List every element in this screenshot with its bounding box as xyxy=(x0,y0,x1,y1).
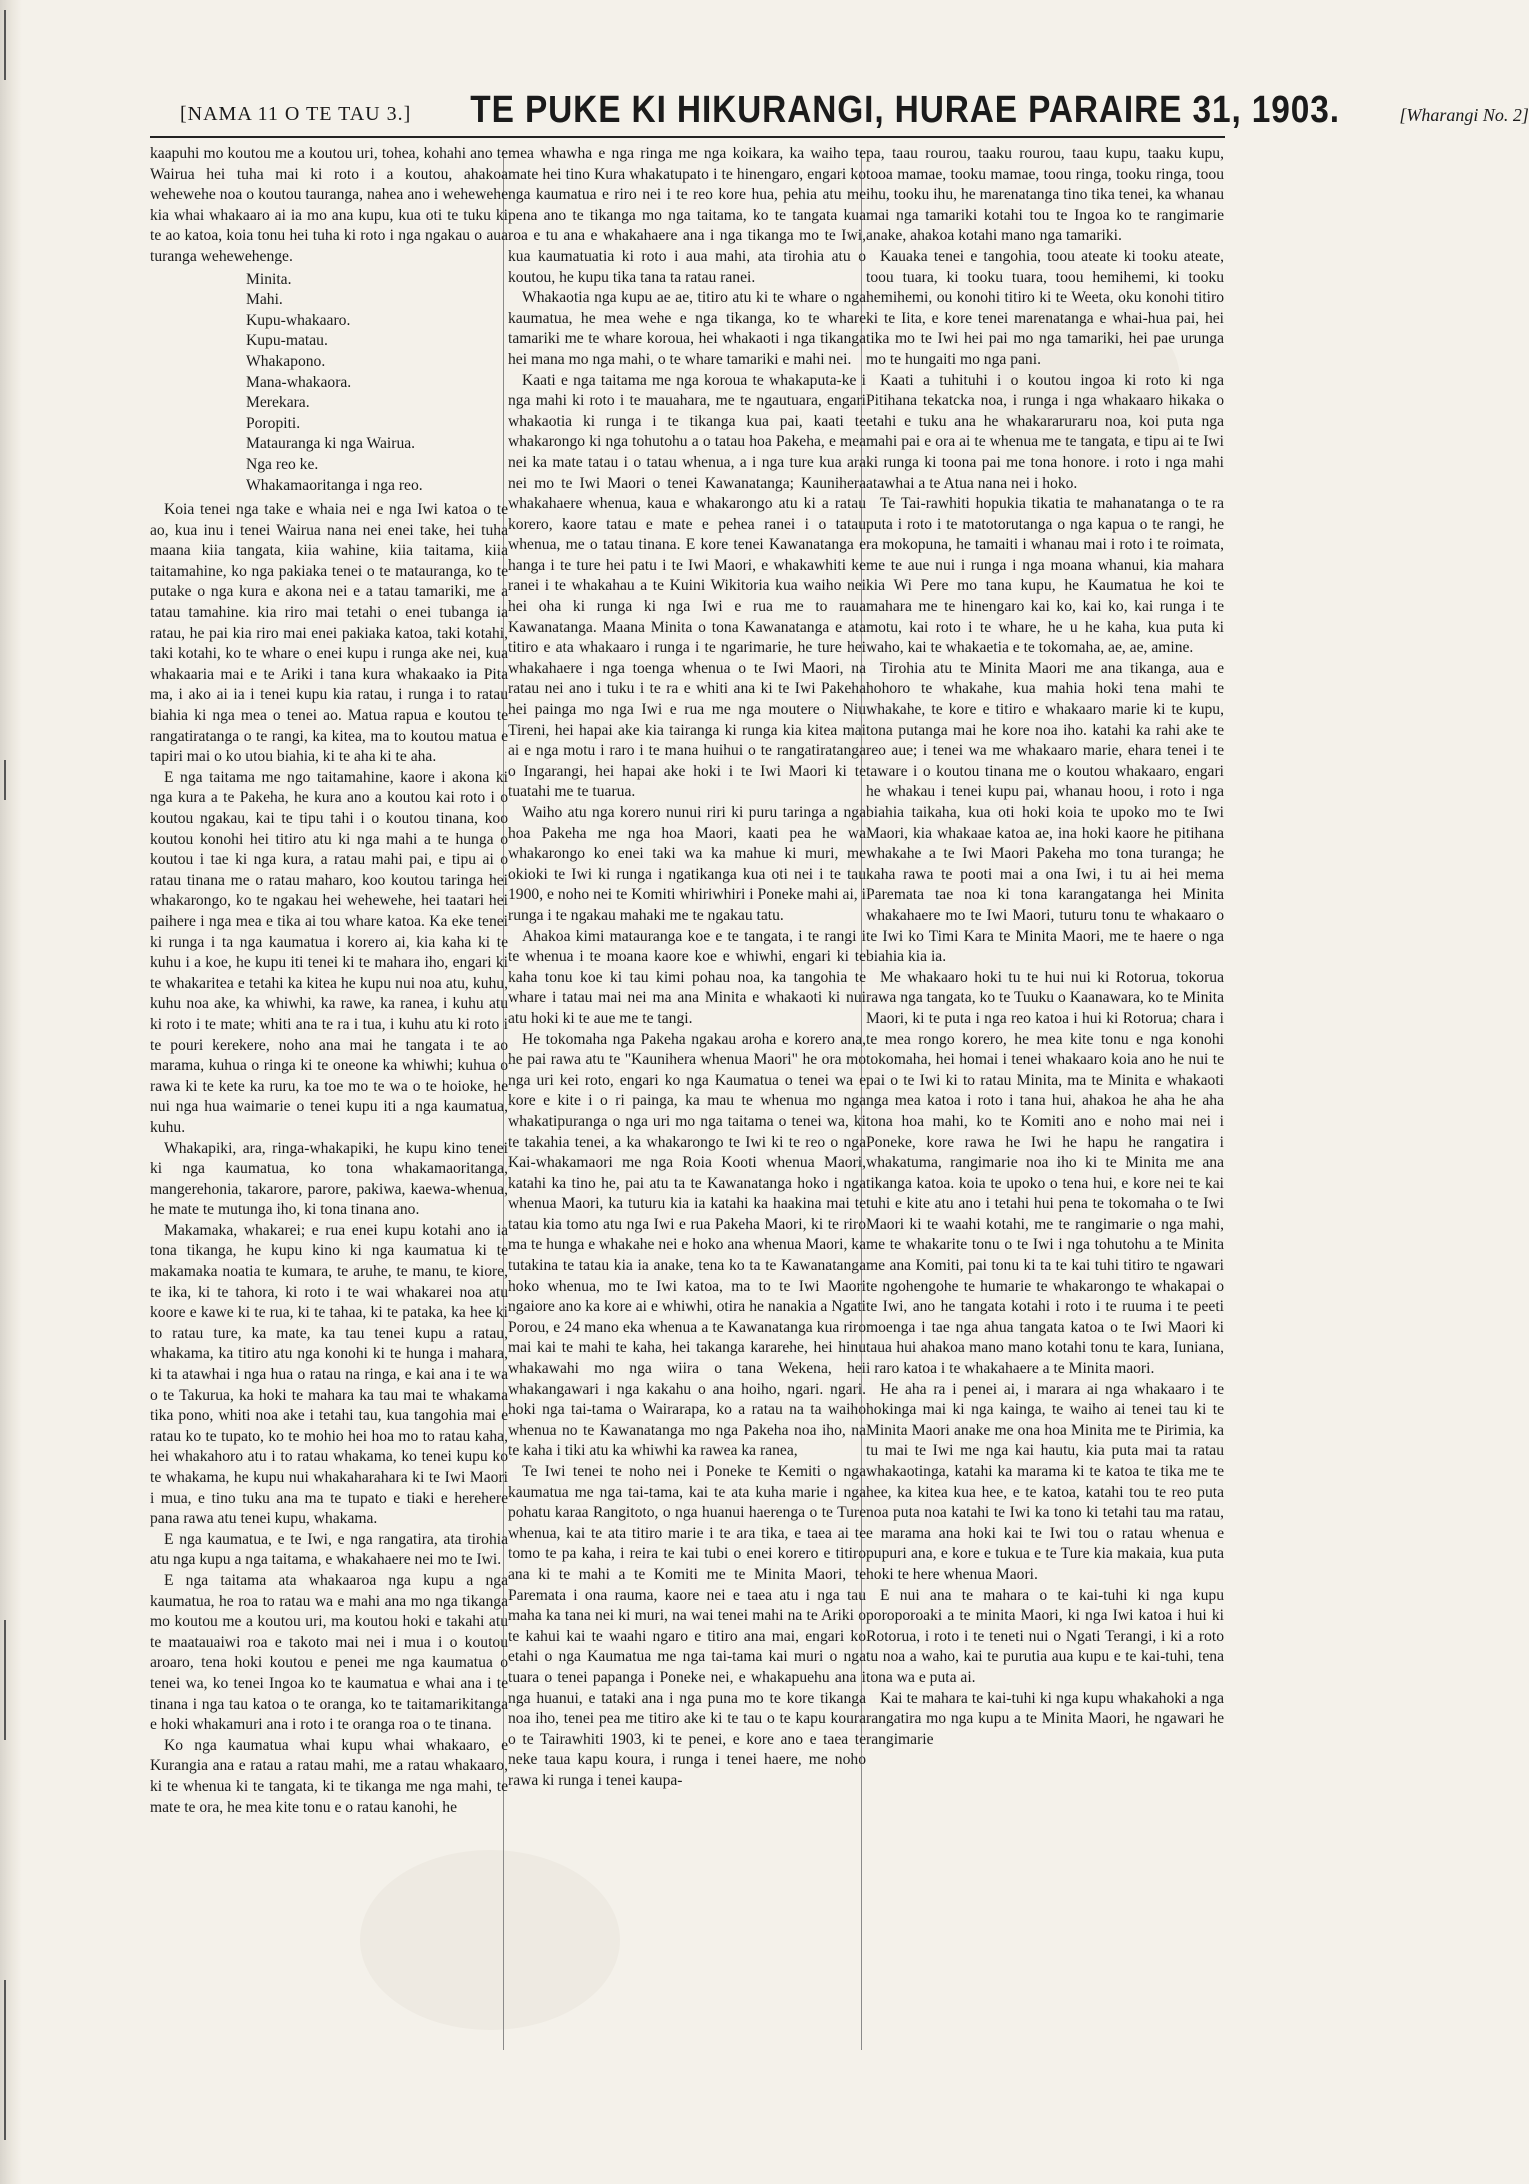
paragraph: Me whakaaro hoki tu te hui nui ki Rotorua, tokorua rawa nga tangata, ko te Tuuku o Kaanawara, ko te Minita Maori, ki te puta i nga reo katoa i hui ki Rotorua; chara i te mea rongo korero, he mea kite tonu e nga konohi tokomaha, hei homai i tenei whakaaro koia ano he nui te pai o te Iwi ki to ratau Minita, ma te Minita e whakaoti nga mea katoa i roto i tana hui, ahakoa he aha he aha tona hoa mahi, ko te Komiti ano e noho mai nei i Poneke, kore rawa he Iwi he hapu he rangatira i whakatuma, rangimarie noa iho ki te Minita me ana tikanga katoa. koia te upoko o tena hui, e kore nei te kai tuhi e kite atu ano i tetahi hui pena te tokomaha o te Iwi Maori ki te waahi kotahi, me te rangimarie o nga mahi, me te whakarite tonu o te Iwi i nga tohutohu a te Minita me ana Komiti, pai tonu ki ta te kai tuhi titiro te ngawari te ngohengohe te humarie te whakarongo te whakapai o te Iwi, ano he tangata kotahi i roto i te ruuma i te peeti moenga i tae nga ahua tangata katoa o te Iwi Maori ki taua hui ahakoa mano mano kotahi tonu te kara, Iuniana, i raro katoa i te whakahaere a te Minita maori. xyxy=(866,968,1224,1378)
paragraph: pa, taau rourou, taaku rourou, taau kupu, taaku kupu, tooa mamae, tooku mamae, toou ringa, tooku ringa, toou ihu, tooku ihu, he marenatanga tino tika tenei, ka whanau mai nga tamariki kotahi tou te Ingoa ko te rangimarie anake, ahakoa kotahi mano nga tamariki. xyxy=(866,145,1224,245)
paragraph: Tirohia atu te Minita Maori me ana tikanga, aua e hohoro te whakahe, kua mahia hoki tena mahi te whakahe, te kore e titiro e whakaaro marie ki te kupu, tona putanga mai he kore noa iho. katahi ka rahi ake te reo aue; i tenei wa me whakaaro marie, ehara tenei i te taware i o koutou tinana me o koutou whakaaro, engari he whakau i tenei kupu pai, whanau hoou, i roto i nga biahia taikaha, kua oti hoki koia te upoko mo te Iwi Maori, kia whakaae katoa ae, ina hoki kaore he pitihana whakahe a te Iwi Maori Pakeha mo tona turanga; he kaha rawa te pooti mai a ona Iwi, i tu ai hei mema Paremata tae noa ki tona karangatanga hei Minita whakahaere mo te Iwi Maori, tuturu tonu te whakaaro o te Iwi ko Timi Kara te Minita Maori, me te haere o nga biahia kia ia. xyxy=(866,659,1224,966)
list-item: Kupu-whakaaro. xyxy=(246,311,351,329)
paragraph: E nga taitama ata whakaaroa nga kupu a nga kaumatua, he roa to ratau wa e mahi ana mo nga tikanga mo koutou me a koutou uri, ma koutou hoki e takahi atu te maatauaiwi roa e takoto mai nei i mua i o koutou aroaro, tena hoki koutou e penei me nga kaumatua o tenei wa, ko tenei Ingoa ko te kaumatua e whai ana i te tinana i nga tau katoa o te oranga, ko te taitamarikitanga e hoki whakamuri ana i roto i te oranga roa o te tinana. xyxy=(150,1571,508,1734)
paragraph: He aha ra i penei ai, i marara ai nga whakaaro i te hokinga mai ki nga kainga, te waiho ai tenei tau ki te Minita Maori anake me ona hoa Minita me te Pirimia, ka tu mai te Iwi me nga kai hautu, kia puta mai ta ratau whakaotinga, katahi ka marama ki te katoa te tika me te hee, ka kitea kua hee, e te katoa, katahi tou te reo puta noa puta noa katahi te Iwi ka tono ki tetahi tau ma ratau, e marama ana hoki kai te Iwi tou o ratau whenua e pupuri ana, e kore e tukua e te Ture kia makaia, kua puta hoki te here whenua Maori. xyxy=(866,1380,1224,1583)
newspaper-title: TE PUKE KI HIKURANGI, HURAE PARAIRE 31, 1903. xyxy=(470,89,1341,131)
paragraph: Koia tenei nga take e whaia nei e nga Iwi katoa o te ao, kua inu i tenei Wairua nana nei enei take, hei tuha maana kiia tangata, kiia wahine, kiia taitama, kiia taitamahine, ko nga pakiaka tenei o te matauranga, ko te putake o nga kura e akona nei e a tatau tamariki, me a tatau tamahine. kia riro mai tetahi o enei tubanga ia ratau, he pai kia riro mai enei pakiaka katoa, taki kotahi, taki kotahi, ko te whare o enei kupu i runga ake nei, kua whakaaria mai e te Ariki i tana kura whakaako ia Pita ma, i ako ai ia i tenei kupu kia ratau, i runga i to ratau biahia ki nga mea o tenei ao. Matua rapua e koutou te rangatiratanga o te rangi, ka kitea, ma to koutou matua e tapiri mai o ko utou biahia, ki te aha ki te aha. xyxy=(150,501,508,766)
list-item: Kupu-matau. xyxy=(246,332,328,350)
paragraph: Kaati e nga taitama me nga koroua te whakaputa-ke i nga mahi ki roto i te mauahara, me te ngautuara, engari whakaotia ki runga i te tikanga kua pai, kaati te whakarongo ki nga tohutohu a o tatau hoa Pakeha, e mea nei ka mate tatau i o tatau whenua, a i nga ture kua ara nei mo te Iwi Maori o tenei Kawanatanga; Kaunihera whakahaere whenua, kaua e whakarongo atu ki a ratau korero, kaore tatau e mate e pehea ranei i o tatau whenua, me o tatau tinana. E kore tenei Kawanatanga e hanga i te ture hei patu i te Iwi Maori, e whakawhiti ke ranei i te whakahau a te Kuini Wikitoria kua waiho nei hei oha ki runga ki nga Iwi e rua me to raua Kawanatanga. Maana Minita o tona Kawanatanga e ata titiro e ata whakaaro i runga i te ngarimarie, he ture hei whakahaere i nga toenga whenua o te Iwi Maori, na ratau nei ano i tuku i te ra e whiti ana ki te Iwi Pakeha hei painga mo nga Iwi e rua me nga moutere o Niu Tireni, hei hapai ake kia tairanga ki runga kia kitea mai ai e nga motu i raro i te mana huihui o te rangatiratanga o Ingarangi, hei hapai ake hoki i te Iwi Maori ki te tuatahi me te tuarua. xyxy=(508,371,866,801)
header-rule xyxy=(150,136,1225,138)
edge-mark xyxy=(4,1620,16,1740)
list-item: Mahi. xyxy=(246,291,283,309)
page-number: [Wharangi No. 2] xyxy=(1399,105,1529,125)
list-item: Whakamaoritanga i nga reo. xyxy=(246,476,423,494)
list-item: Poropiti. xyxy=(246,414,301,432)
paragraph: mea whawha e nga ringa me nga koikara, ka waiho te mate hei tino Kura whakatupato i te hinengaro, engari ko nga kaumatua e riro nei i te reo kore hua, pehia atu me pena ano te tikanga mo nga taitama, ko te tangata kua roa e tu ana e whakahaere ana i nga tikanga mo te Iwi, kua kaumatuatia ki roto i aua mahi, ata tirohia atu o koutou, he kupu tika tana ta ratau ranei. xyxy=(508,145,866,286)
list-item: Minita. xyxy=(246,270,292,288)
paragraph: Te Tai-rawhiti hopukia tikatia te mahanatanga o te ra puta i roto i te matotorutanga o nga kapua o te rangi, he ra mokopuna, he tamaiti i whanau mai i roto i te roimata, me te aue nui i runga i nga moana whanui, kia mahara kia Wi Pere mo tana kupu, he Kaumatua he koi te mahara me te hinengaro kai ko, kai ko, kai runga i te motu, kai roto i te whare, he u he kaha, kua puta ki waho, kai te whakaetia e te tokomaha, ae, ae, amine. xyxy=(866,495,1224,657)
page-edge xyxy=(0,0,22,2184)
gifts-list xyxy=(246,270,508,497)
column-2 xyxy=(508,144,866,2064)
list-item: Merekara. xyxy=(246,394,310,412)
paragraph: E nui ana te mahara o te kai-tuhi ki nga kupu poroporoaki a te minita Maori, ki nga Iwi katoa i hui ki Rotorua, i roto i te teneti nui o Ngati Terangi, i ki a roto tu noa a waho, kai te purutia aua kupu e te kai-tuhi, tena tona wa e puta ai. xyxy=(866,1586,1224,1686)
paragraph: Kai te mahara te kai-tuhi ki nga kupu whakahoki a nga rangatira mo nga kupu a te Minita Maori, he ngawari he rangimarie xyxy=(866,1689,1224,1748)
paragraph: Kaati a tuhituhi i o koutou ingoa ki roto ki nga Pitihana tekatcka noa, i runga i nga whakaaro hikaka o etahi e tuku ana he whakararuraru noa, koi puta nga mahi pai e ora ai te whenua me te tangata, e tipu ai te Iwi ki runga ki toona pai me tona honore. i roto i nga mahi atawhai a te Atua nana nei i hoko. xyxy=(866,371,1224,492)
list-item: Matauranga ki nga Wairua. xyxy=(246,435,416,453)
paragraph: Ko nga kaumatua whai kupu whai whakaaro, e Kurangia ana e ratau a ratau mahi, me a ratau whakaaro, ki te whenua ki te tangata, ki te tikanga me nga mahi, te mate te ora, he mea kite tonu e o ratau kanohi, he xyxy=(150,1736,508,1816)
paragraph: He tokomaha nga Pakeha ngakau aroha e korero ana, he pai rawa atu te "Kaunihera whenua Maori" he ora mo nga uri kei roto, engari ko nga Kaumatua o tenei wa e kore e kite i o ri painga, ka mau te whenua mo nga whakatipuranga o nga uri mo nga taitama o tenei wa, ki te takahia tenei, a ka whakarongo te Iwi ki te reo o nga Kai-whakamaori me nga Roia Kooti whenua Maori, katahi ka tino he, pai atu ta te Kawanatanga hoko i nga whenua Maori, ka tuturu kia ia katahi ka haakina mai te tatau kia tomo atu nga Iwi e rua Pakeha Maori, ki te riro ma te hunga e whakahe nei e hoko ana whenua Maori, ka tutakina te tatau kia ia anake, tena ko ta te Kawanatanga hoko whenua, mo te Iwi katoa, ma to te Iwi Maori ngaiore ano ka kore ai e whiwhi, otira he nanakia a Ngati Porou, e 24 mano eka whenua a te Kawanatanga kua riro mai kai te mahi te kaha, hei takanga kararehe, hei hinu whakawahi mo nga wiira o tana Wekena, hei whakangawari i nga kakahu o ana hoiho, ngari. ngari. hoki nga tai-tama o Wairarapa, ko a ratau na ta waiho whenua no te Kawanatanga mo nga Pakeha noa iho, na te kaha i tiki atu ka whiwhi ka rawea ka ranea, xyxy=(508,1030,866,1460)
paragraph: Te Iwi tenei te noho nei i Poneke te Kemiti o nga kaumatua me nga tai-tama, kai te ata kuha marie i nga pohatu karaa Rangitoto, o nga huanui haerenga o te Ture whenua, kai te ata titiro marie i te ara tika, e taea ai te tomo te pa kaha, i reira te kai tubi o enei korero e titiro ana ki te mahi a te Komiti me te Minita Maori, te Paremata i ona rauma, kaore nei e taea atu i nga tau maha ka tana nei ki muri, na wai tenei mahi na te Ariki o te kahui kai te waahi ngaro e titiro ana mai, engari ko etahi o nga Kaumatua me nga tai-tama kai muri o nga tuara o tenei papanga i Poneke nei, e whakapuehu ana i nga huanui, e tataki ana i nga puna mo te kore tikanga noa iho, tenei pea me titiro ake ki te tau o te kapu koura o te Tairawhiti 1903, ki te penei, e kore ano e taea te neke taua kapu koura, i runga i tenei haere, me noho rawa ki runga i tenei kaupa- xyxy=(508,1463,866,1789)
list-item: Nga reo ke. xyxy=(246,455,319,473)
paragraph: Whakapiki, ara, ringa-whakapiki, he kupu kino tenei ki nga kaumatua, ko tona whakamaoritanga, mangerehonia, takarore, parore, pakiwa, kaewa-whenua, he mate te mutunga iho, ki tona tinana ano. xyxy=(150,1139,508,1219)
paragraph: Waiho atu nga korero nunui riri ki puru taringa a nga hoa Pakeha me nga hoa Maori, kaati pea he wa whakarongo ko enei taki wa ka mahue ki muri, me okioki te Iwi ki runga i ngatikanga kua oti nei i te tau 1900, e noho nei te Komiti whiriwhiri i Poneke mahi ai, i runga i te ngakau mahaki me te ngakau tatu. xyxy=(508,804,866,924)
list-item: Whakapono. xyxy=(246,352,326,370)
column-1 xyxy=(150,144,508,2064)
list-item: Mana-whakaora. xyxy=(246,373,352,391)
paragraph: Kauaka tenei e tangohia, toou ateate ki tooku ateate, toou tuara, ki tooku tuara, toou hemihemi, ki tooku hemihemi, ou konohi titiro ki te Weeta, oku konohi titiro ki te Iita, e kore tenei marenatanga e whai-hua pai, hei tika mo te Iwi hei pai mo nga tamariki, hei pae urunga mo te hungaiti mo nga pani. xyxy=(866,247,1224,368)
edge-mark xyxy=(4,10,16,80)
paragraph: Makamaka, whakarei; e rua enei kupu kotahi ano ia tona tikanga, he kupu kino ki nga kaumatua ki te makamaka noatia te kumara, te aruhe, te manu, te kiore, te ika, ki te tahora, ki roto i te wai whakarei noa atu koore e kawe ki te rua, ki te tahaa, ki te pataka, ka hee ki to ratau ture, ka mate, ka tau tenei kupu a ratau, whakama, ka titiro atu nga konohi ki te hunga i mahara, ki ta atawhai i nga hua o ratau na ringa, e kai ana i te wa o te Takurua, ka hoki te mahara ka tau mai te whakama tika pono, whiti noa ake i tetahi tau, kua tangohia mai e ratau ko te tupato, ko te mohio hei hoa mo to ratau kaha, hei whakahoro atu i to ratau whakama, ko tenei kupu ko te whakama, he kupu nui whakaharahara ki te Iwi Maori i mua, e tino tuku ana ma te tupato e tiaki e herehere pana rawa atu tenei kupu, whakama. xyxy=(150,1221,508,1528)
paragraph: E nga taitama me ngo taitamahine, kaore i akona ki nga kura a te Pakeha, he kura ano a koutou kai roto i o koutou ngakau, kai te tipu tahi i o koutou tinana, koo koutou konohi hei titiro atu ki nga mahi a te hunga o koutou i tae ki nga kura, a ratau mahi pai, e tipu ai o ratau tinana me o ratau maharo, koo koutou taringa hei whakarongo, ko te ngakau hei wehewehe, hei taatari hei paihere i nga mea e tika ai tou whare katoa. Ka eke tenei ki runga i ta nga kaumatua i korero ai, kia kaha ki te kuhu i a koe, he kupu iti tenei ki te mahara iho, engari ki te whakaritea e tetahi ka kitea he kupu nui noa atu, kuhu, kuhu noa ake, ka whiwhi, ka rawe, ka ranea, i kuhu atu ki roto i te mate; whiti ana te ra i tua, i kuhu atu ki roto i te pouri kerekere, noho ana mai he tangata i te ao marama, kuhua o ringa ki te oneone ka whiwhi; kuhua o rawa ki te kete ka ruru, ka toe mo te wa o te hoioke, he nui nga hua waimarie o tenei kupu iti a nga kaumatua, kuhu. xyxy=(150,768,508,1136)
paragraph: Ahakoa kimi matauranga koe e te tangata, i te rangi i te whenua i te moana kaore koe e whiwhi, engari ki te kaha tonu koe ki tau kimi pohau noa, ka tangohia te whare i tatau mai nei ma ana Minita e whakaoti ki nui atu hoki ki te aue me te tangi. xyxy=(508,927,866,1027)
column-3 xyxy=(866,144,1224,2064)
paragraph: E nga kaumatua, e te Iwi, e nga rangatira, ata tirohia atu nga kupu a nga taitama, e whakahaere nei mo te Iwi. xyxy=(150,1530,508,1569)
edge-mark xyxy=(4,760,16,800)
issue-label: [NAMA 11 O TE TAU 3.] xyxy=(180,103,412,125)
paragraph: Whakaotia nga kupu ae ae, titiro atu ki te whare o nga kaumatua, he mea wehe e nga tikanga, ko te whare tamariki me te whare koroua, hei whakaoti i nga tikanga hei mana mo nga mahi, o te whare tamariki e mahi nei. xyxy=(508,289,866,368)
paragraph: kaapuhi mo koutou me a koutou uri, tohea, kohahi ano te Wairua hei tuha mai ki roto i a koutou, ahakoa wehewehe noa o koutou tauranga, nahea ano i wehewehe kia whai whakaaro ai ia mo ana kupu, kua oti te tuku ki te ao katoa, koia tonu hei tuha ki roto i nga ngakau o aua turanga wehewehenge. xyxy=(150,145,508,265)
masthead xyxy=(180,76,1529,132)
edge-mark xyxy=(4,1980,16,2140)
